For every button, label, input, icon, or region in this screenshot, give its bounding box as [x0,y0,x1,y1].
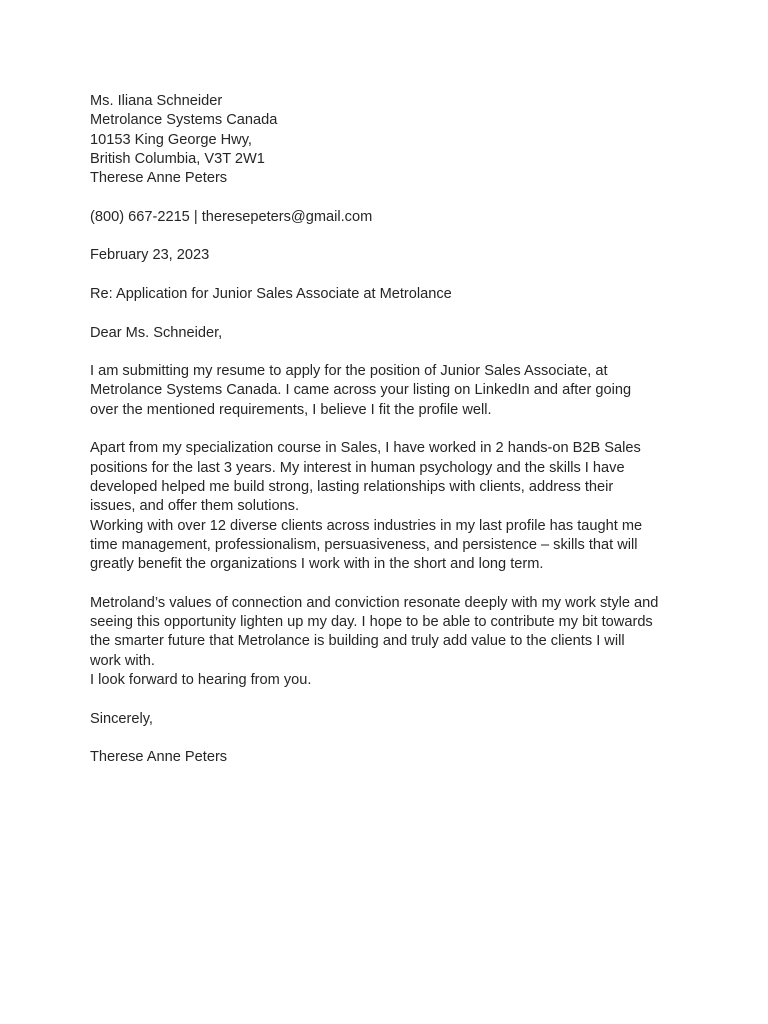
paragraph-line: the smarter future that Metrolance is building and truly add value to the clients I will [90,633,625,650]
recipient-street: 10153 King George Hwy, [90,131,252,148]
paragraph-2 [90,439,690,516]
paragraph-1 [90,362,690,420]
letter-subject: Re: Application for Junior Sales Associate at Metrolance [90,285,452,302]
paragraph-line: Working with over 12 diverse clients across industries in my last profile has taught me [90,517,643,534]
contact-line [90,208,690,227]
subject-line [90,285,690,304]
letter-closing: Sincerely, [90,710,153,727]
recipient-company: Metrolance Systems Canada [90,112,278,129]
paragraph-4 [90,594,690,671]
paragraph-line: Metrolance Systems Canada. I came across your listing on LinkedIn and after going [90,382,632,399]
paragraph-line: I look forward to hearing from you. [90,671,312,688]
recipient-region: British Columbia, V3T 2W1 [90,150,265,167]
letter-salutation: Dear Ms. Schneider, [90,324,223,341]
paragraph-3 [90,517,690,575]
paragraph-line: time management, professionalism, persuasiveness, and persistence – skills that will [90,536,638,553]
date-line [90,246,690,265]
address-block [90,92,690,188]
paragraph-line: greatly benefit the organizations I work with in the short and long term. [90,556,544,573]
paragraph-line: Apart from my specialization course in Sales, I have worked in 2 hands-on B2B Sales [90,440,641,457]
paragraph-line: seeing this opportunity lighten up my day. I hope to be able to contribute my bit towards [90,614,653,631]
letter-signature: Therese Anne Peters [90,749,228,766]
recipient-name: Ms. Iliana Schneider [90,93,223,109]
paragraph-line: Metroland’s values of connection and conviction resonate deeply with my work style and [90,594,659,611]
paragraph-line: over the mentioned requirements, I believe I fit the profile well. [90,401,492,418]
salutation-line [90,324,690,343]
closing-line [90,710,690,729]
paragraph-5 [90,671,690,690]
paragraph-line: developed helped me build strong, lasting relationships with clients, address their [90,478,614,495]
sender-contact: (800) 667-2215 | theresepeters@gmail.com [90,208,373,225]
sender-name: Therese Anne Peters [90,170,228,187]
paragraph-line: issues, and offer them solutions. [90,498,300,515]
paragraph-line: I am submitting my resume to apply for the position of Junior Sales Associate, at [90,363,608,380]
paragraph-line: positions for the last 3 years. My interest in human psychology and the skills I have [90,459,625,476]
paragraph-line: work with. [90,652,155,669]
letter-page [90,92,690,787]
signature-line [90,748,690,767]
letter-date: February 23, 2023 [90,247,210,264]
